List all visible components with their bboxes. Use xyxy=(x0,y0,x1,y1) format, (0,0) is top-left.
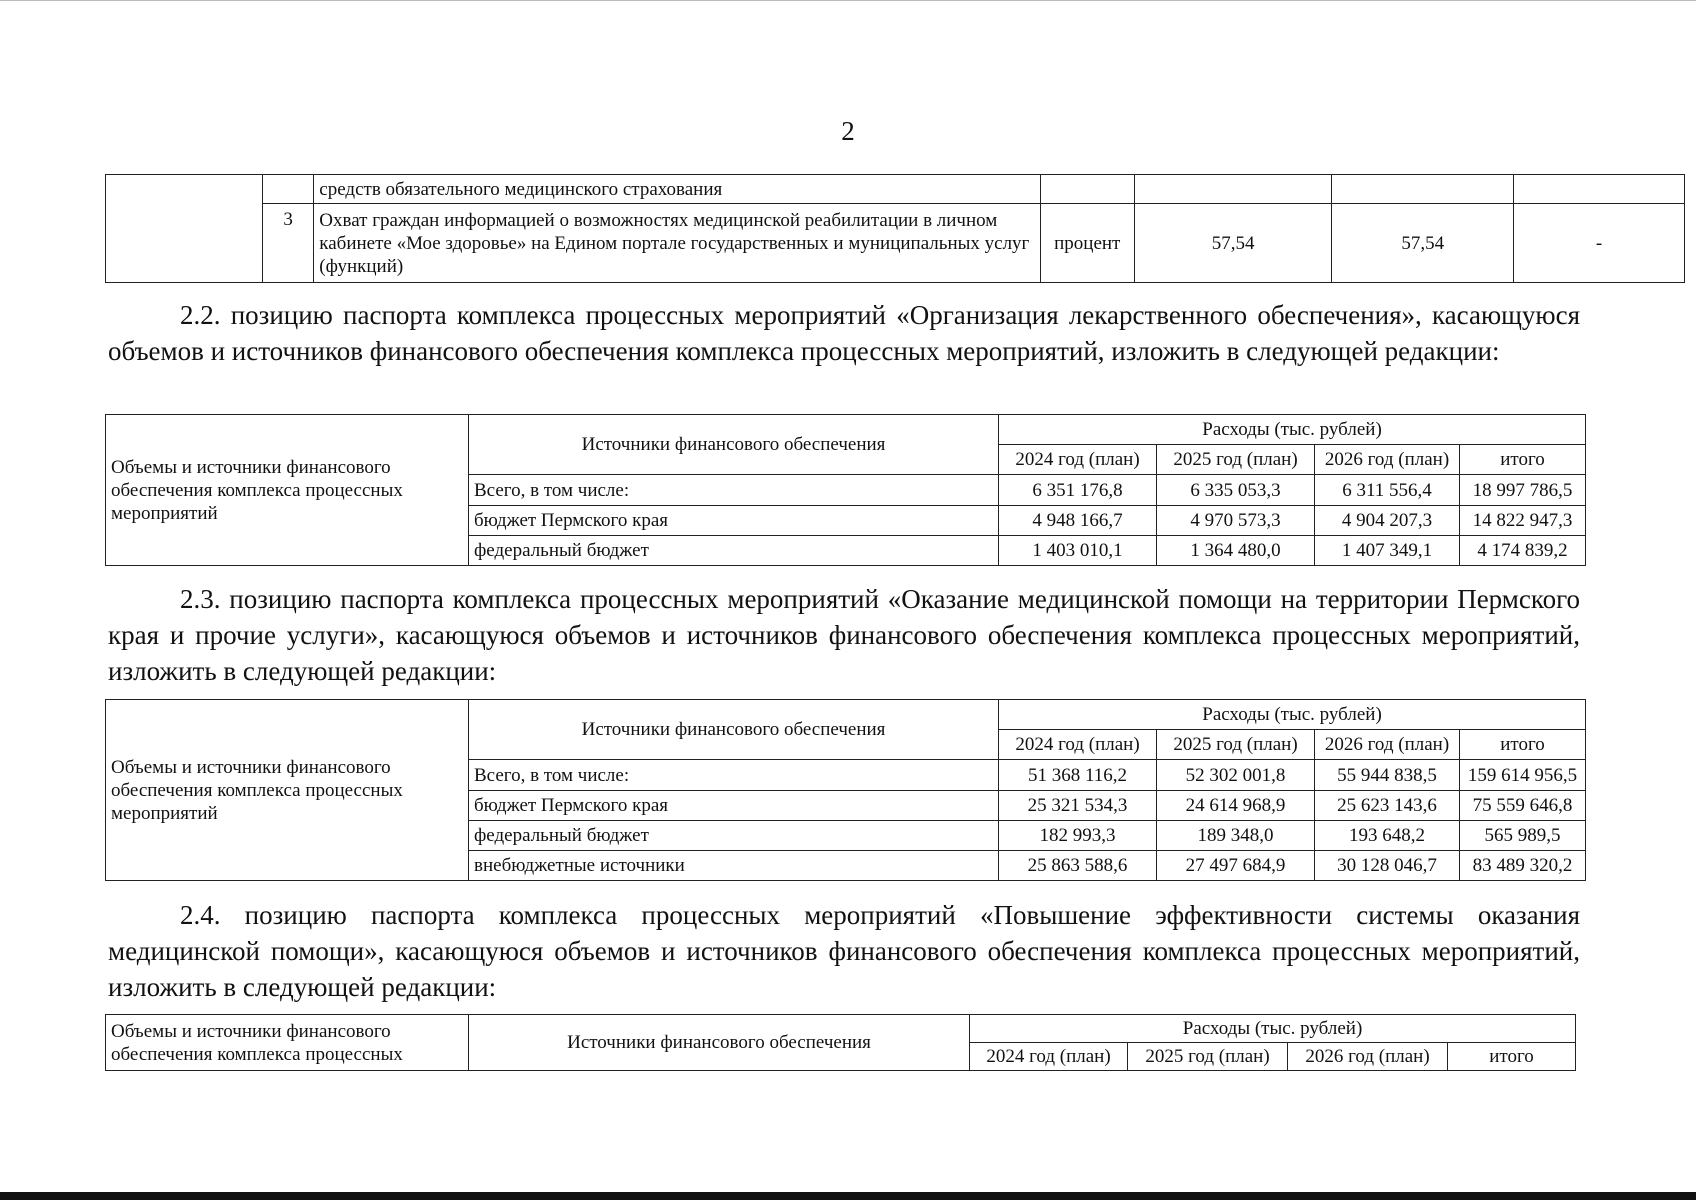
paragraph-2-2: 2.2. позицию паспорта комплекса процессных мероприятий «Организация лекарственного обеспечения», касающуюся объемов и источников финансового обеспечения комплекса процессных мероприятий, изложить в следующей редакции: xyxy=(108,300,1580,366)
paragraph-2-4: 2.4. позицию паспорта комплекса процессных мероприятий «Повышение эффективности системы оказания медицинской помощи», касающуюся объемов и источников финансового обеспечения комплекса процессных мероприятий, изложить в следующей редакции: xyxy=(108,900,1580,1002)
expenses-header: Расходы (тыс. рублей) xyxy=(999,700,1586,730)
value-cell: 189 348,0 xyxy=(1157,821,1315,851)
value-cell: 1 407 349,1 xyxy=(1315,536,1460,566)
value-cell: 159 614 956,5 xyxy=(1460,760,1586,791)
value-cell: 57,54 xyxy=(1134,204,1332,283)
value-cell: 4 904 207,3 xyxy=(1315,506,1460,536)
empty-cell xyxy=(1332,175,1514,204)
value-cell: 51 368 116,2 xyxy=(999,760,1157,791)
source-cell: бюджет Пермского края xyxy=(469,506,999,536)
value-cell: 1 364 480,0 xyxy=(1157,536,1315,566)
row-number: 3 xyxy=(263,204,314,283)
value-cell: 55 944 838,5 xyxy=(1315,760,1460,791)
table-row xyxy=(106,175,1685,204)
value-cell: 6 335 053,3 xyxy=(1157,475,1315,506)
value-cell: 25 321 534,3 xyxy=(999,791,1157,821)
scan-bottom-edge xyxy=(0,1192,1696,1200)
column-header: итого xyxy=(1460,730,1586,760)
empty-cell xyxy=(1514,175,1685,204)
value-cell: 565 989,5 xyxy=(1460,821,1586,851)
unit-cell: процент xyxy=(1040,204,1134,283)
source-cell: Всего, в том числе: xyxy=(469,760,999,791)
value-cell: 4 948 166,7 xyxy=(999,506,1157,536)
row-label: Объемы и источники финансового обеспечения комплекса процессных xyxy=(106,1015,469,1071)
column-header: 2025 год (план) xyxy=(1128,1043,1288,1071)
value-cell: 25 863 588,6 xyxy=(999,851,1157,881)
value-cell: 27 497 684,9 xyxy=(1157,851,1315,881)
value-cell: - xyxy=(1514,204,1685,283)
sources-header: Источники финансового обеспечения xyxy=(469,1015,970,1071)
empty-cell xyxy=(263,175,314,204)
column-header: 2026 год (план) xyxy=(1288,1043,1448,1071)
source-cell: внебюджетные источники xyxy=(469,851,999,881)
column-header: 2025 год (план) xyxy=(1157,445,1315,475)
column-header: 2026 год (план) xyxy=(1315,445,1460,475)
column-header: 2026 год (план) xyxy=(1315,730,1460,760)
row-label: Объемы и источники финансового обеспечения комплекса процессных мероприятий xyxy=(106,700,469,881)
source-cell: бюджет Пермского края xyxy=(469,791,999,821)
source-cell: федеральный бюджет xyxy=(469,536,999,566)
value-cell: 83 489 320,2 xyxy=(1460,851,1586,881)
page-number: 2 xyxy=(841,116,855,146)
source-cell: Всего, в том числе: xyxy=(469,475,999,506)
value-cell: 25 623 143,6 xyxy=(1315,791,1460,821)
paragraph-2-3: 2.3. позицию паспорта комплекса процессных мероприятий «Оказание медицинской помощи на территории Пермского края и прочие услуги», касающуюся объемов и источников финансового обеспечения комплекса процессных мероприятий, изложить в следующей редакции: xyxy=(108,584,1580,686)
empty-cell xyxy=(1134,175,1332,204)
source-cell: федеральный бюджет xyxy=(469,821,999,851)
indicators-table xyxy=(105,174,1685,283)
indicator-text: Охват граждан информацией о возможностях медицинской реабилитации в личном кабинете «Мое здоровье» на Едином портале государственных и муниципальных услуг (функций) xyxy=(314,204,1040,283)
expenses-header: Расходы (тыс. рублей) xyxy=(970,1015,1576,1043)
sources-header: Источники финансового обеспечения xyxy=(469,700,999,760)
empty-cell xyxy=(1040,175,1134,204)
expenses-header: Расходы (тыс. рублей) xyxy=(999,415,1586,445)
page-top-edge xyxy=(0,0,1696,1)
value-cell: 57,54 xyxy=(1332,204,1514,283)
table-row xyxy=(106,204,1685,283)
column-header: 2024 год (план) xyxy=(970,1043,1128,1071)
row-label: Объемы и источники финансового обеспечения комплекса процессных мероприятий xyxy=(106,415,469,566)
value-cell: 6 311 556,4 xyxy=(1315,475,1460,506)
value-cell: 30 128 046,7 xyxy=(1315,851,1460,881)
column-header: 2024 год (план) xyxy=(999,445,1157,475)
value-cell: 182 993,3 xyxy=(999,821,1157,851)
value-cell: 24 614 968,9 xyxy=(1157,791,1315,821)
empty-cell xyxy=(106,175,263,283)
value-cell: 193 648,2 xyxy=(1315,821,1460,851)
sources-header: Источники финансового обеспечения xyxy=(469,415,999,475)
funding-table-2-3 xyxy=(105,699,1586,881)
value-cell: 1 403 010,1 xyxy=(999,536,1157,566)
column-header: 2025 год (план) xyxy=(1157,730,1315,760)
value-cell: 4 174 839,2 xyxy=(1460,536,1586,566)
value-cell: 18 997 786,5 xyxy=(1460,475,1586,506)
column-header: итого xyxy=(1460,445,1586,475)
indicator-text: средств обязательного медицинского страхования xyxy=(314,175,1040,204)
funding-table-2-4 xyxy=(105,1014,1576,1071)
column-header: 2024 год (план) xyxy=(999,730,1157,760)
value-cell: 52 302 001,8 xyxy=(1157,760,1315,791)
value-cell: 75 559 646,8 xyxy=(1460,791,1586,821)
value-cell: 14 822 947,3 xyxy=(1460,506,1586,536)
value-cell: 6 351 176,8 xyxy=(999,475,1157,506)
column-header: итого xyxy=(1448,1043,1576,1071)
funding-table-2-2 xyxy=(105,414,1586,566)
value-cell: 4 970 573,3 xyxy=(1157,506,1315,536)
